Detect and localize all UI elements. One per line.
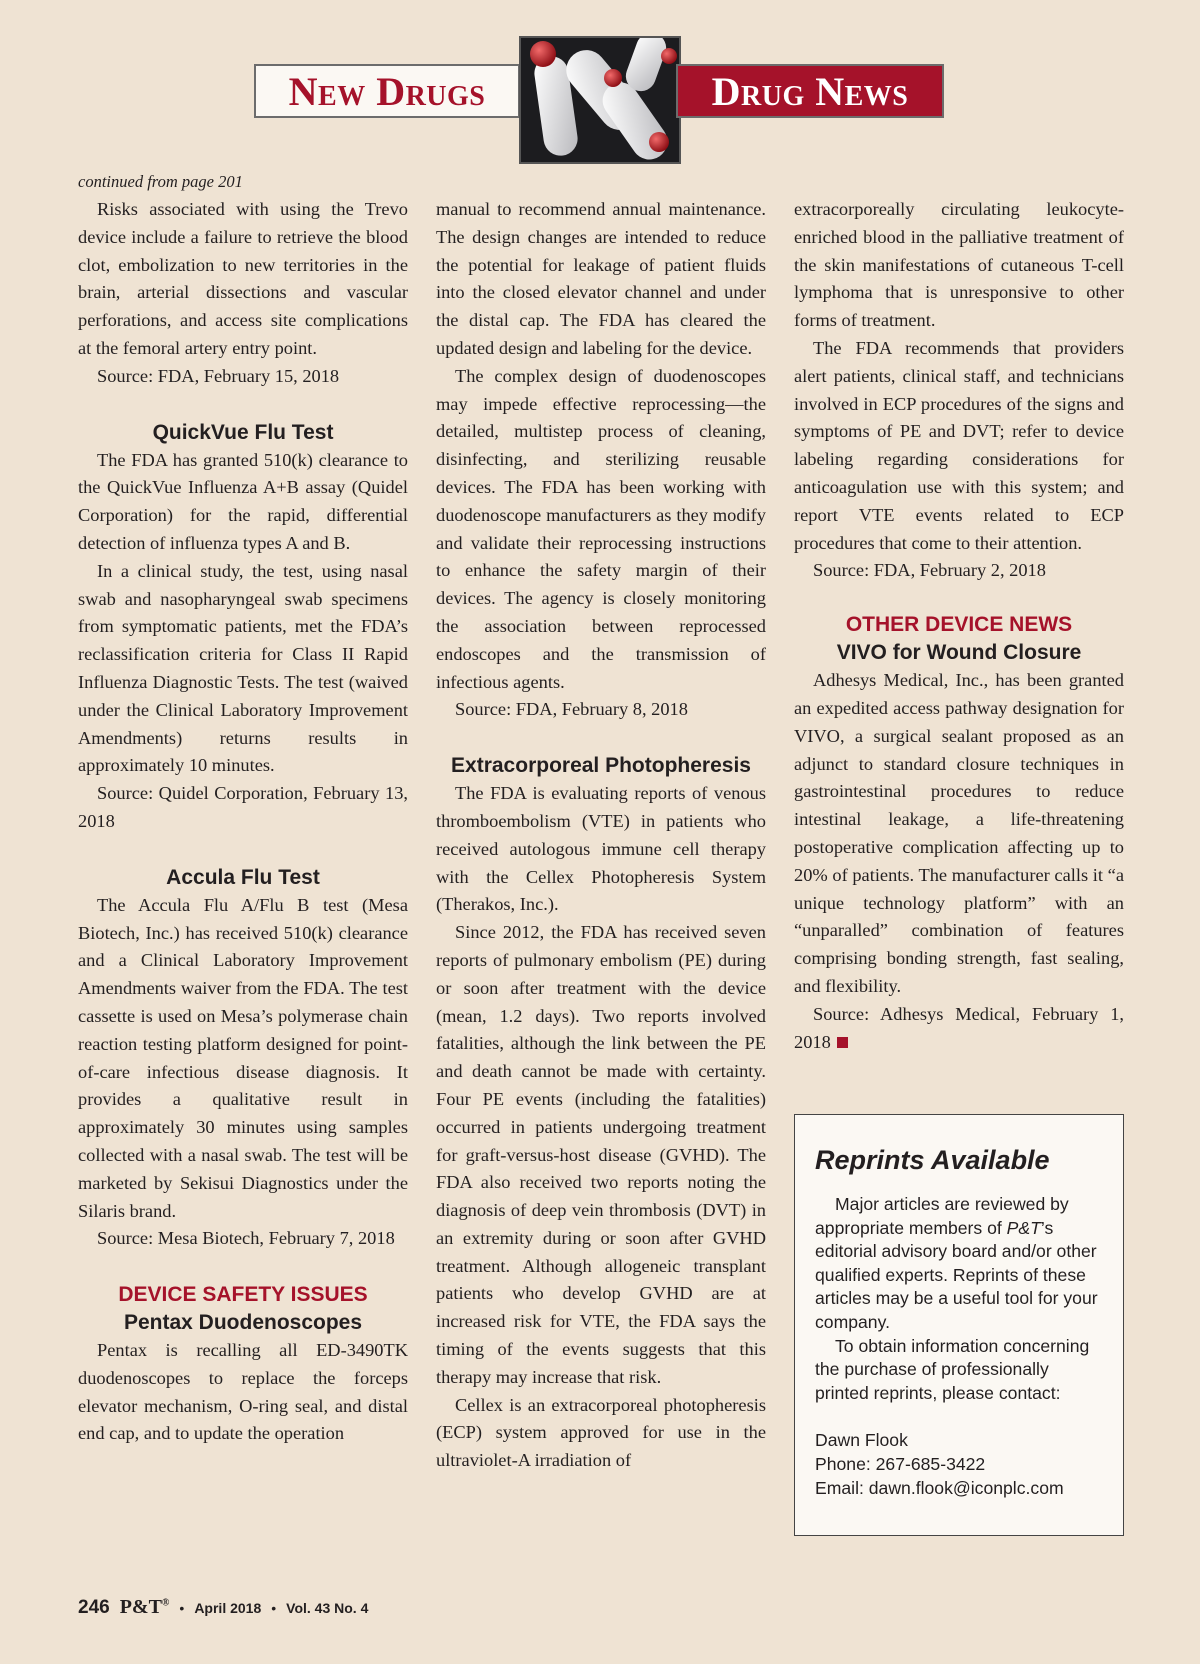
pills-illustration [521, 38, 679, 162]
quickvue-paragraph-1: The FDA has granted 510(k) clearance to the QuickVue Influenza A+B assay (Quidel Corporation) for the rapid, differential detection of influenza types A and B. [78, 449, 408, 553]
vivo-heading: VIVO for Wound Closure [836, 641, 1082, 665]
reprints-paragraph-1 [815, 1193, 1105, 1335]
contact-name: Dawn Flook [815, 1430, 908, 1451]
pentax-source: Source: FDA, February 8, 2018 [455, 699, 688, 720]
contact-email[interactable]: Email: dawn.flook@iconplc.com [815, 1477, 1064, 1498]
ecp-source: Source: FDA, February 2, 2018 [813, 560, 1046, 581]
quickvue-paragraph-2: In a clinical study, the test, using nasal swab and nasopharyngeal swab specimens from symptomatic patients, met the FDA’s reclassification criteria for Class II Rapid Influenza Diagnostic Tests. The test (waived under the Clinical Laboratory Improvement Amendments) returns results in approximately 10 minutes. [78, 560, 408, 776]
accula-paragraph: The Accula Flu A/Flu B test (Mesa Biotech, Inc.) has received 510(k) clearance and a Clinical Laboratory Improvement Amendments waiver from the FDA. The test cassette is used on Mesa’s polymerase chain reaction testing platform designed for point-of-care infectious disease diagnosis. It provides a qualitative result in approximately 30 minutes using samples collected with a nasal swab. The test will be marketed by Sekisui Diagnostics under the Silaris brand. [78, 894, 408, 1221]
column-3 [794, 196, 1124, 1056]
vivo-source: Source: Adhesys Medical, February 1, 2018 [794, 1003, 1124, 1052]
device-safety-heading: DEVICE SAFETY ISSUES [118, 1283, 368, 1307]
column-1 [78, 196, 408, 1448]
reprints-title: Reprints Available [815, 1145, 1050, 1175]
page-footer [78, 1596, 368, 1619]
pills-photo [519, 36, 681, 164]
page-number: 246 [78, 1597, 110, 1618]
trevo-paragraph: Risks associated with using the Trevo device include a failure to retrieve the blood clot, embolization to new territories in the brain, arterial dissections and vascular perforations, and access site complications at the femoral artery entry point. [78, 199, 408, 358]
registered-mark: ® [161, 1597, 170, 1609]
footer-separator-1: • [179, 1600, 185, 1616]
issue-date: April 2018 [194, 1600, 262, 1616]
footer-separator-2: • [271, 1600, 277, 1616]
publication-title: P&T [119, 1596, 162, 1618]
pentax-paragraph-1-cont: manual to recommend annual maintenance. The design changes are intended to reduce the potential for leakage of patient fluids into the closed elevator channel and under the distal cap. The FDA has cleared the updated design and labeling for the device. [436, 199, 766, 358]
ecp-paragraph-2: Since 2012, the FDA has received seven reports of pulmonary embolism (PE) during or soon after treatment with the device (mean, 1.2 days). Two reports involved fatalities, although the link between the PE and death cannot be made with certainty. Four PE events (including the fatalities) occurred in patients undergoing treatment for graft-versus-host disease (GVHD). The FDA also received two reports noting the diagnosis of deep vein thrombosis (DVT) in an extremity during or soon after GVHD treatment. Although allogeneic transplant patients who develop GVHD are at increased risk for VTE, the FDA says the timing of the events suggests that this therapy may increase that risk. [436, 922, 766, 1387]
accula-source: Source: Mesa Biotech, February 7, 2018 [97, 1228, 395, 1249]
issue-volume: Vol. 43 No. 4 [286, 1600, 369, 1616]
reprints-paragraph-2: To obtain information concerning the purchase of professionally printed reprints, please contact: [815, 1335, 1090, 1403]
masthead-title-new-drugs: New Drugs [254, 64, 520, 118]
accula-heading: Accula Flu Test [166, 865, 320, 889]
publication-name [120, 1596, 170, 1619]
pentax-paragraph-1: Pentax is recalling all ED-3490TK duodenoscopes to replace the forceps elevator mechanism, O-ring seal, and distal end cap, and to update the operation [78, 1340, 408, 1444]
continued-from-note: continued from page 201 [78, 172, 243, 191]
contact-phone: Phone: 267-685-3422 [815, 1453, 986, 1474]
column-2 [436, 196, 766, 1475]
pentax-paragraph-2: The complex design of duodenoscopes may impede effective reprocessing—the detailed, multistep process of cleaning, disinfecting, and sterilizing reusable devices. The FDA has been working with duodenoscope manufacturers as they modify and validate their reprocessing instructions to enhance the safety margin of their devices. The agency is closely monitoring the association between reprocessed endoscopes and the transmission of infectious agents. [436, 365, 766, 692]
vivo-paragraph: Adhesys Medical, Inc., has been granted an expedited access pathway designation for VIVO, a surgical sealant proposed as an adjunct to standard closure techniques in gastrointestinal procedures to reduce intestinal leakage, a life-threatening postoperative complication affecting up to 20% of patients. The manufacturer calls it “a unique technology platform” with an “unparalled” combination of features comprising bonding strength, fast sealing, and flexibility. [794, 670, 1124, 996]
vivo-source-line [794, 1001, 1124, 1057]
masthead [0, 36, 1200, 166]
quickvue-heading: QuickVue Flu Test [152, 420, 334, 444]
quickvue-source: Source: Quidel Corporation, February 13, 2018 [78, 783, 408, 831]
pentax-heading: Pentax Duodenoscopes [123, 1311, 363, 1335]
masthead-title-drug-news: Drug News [676, 64, 944, 118]
trevo-source: Source: FDA, February 15, 2018 [97, 365, 340, 386]
reprints-p1-text-end: ’s editorial advisory board and/or other qualified experts. Reprints of these articles may be a useful tool for your company. [815, 1217, 1098, 1332]
reprints-p1-journal: P&T [1006, 1217, 1041, 1238]
ecp-paragraph-3-cont: extracorporeally circulating leukocyte-enriched blood in the palliative treatment of the skin manifestations of cutaneous T-cell lymphoma that is unresponsive to other forms of treatment. [794, 199, 1124, 331]
reprints-box [794, 1114, 1124, 1536]
end-of-article-icon [837, 1037, 848, 1048]
ecp-paragraph-1: The FDA is evaluating reports of venous thromboembolism (VTE) in patients who received autologous immune cell therapy with the Cellex Photopheresis System (Therakos, Inc.). [436, 783, 766, 915]
ecp-heading: Extracorporeal Photopheresis [451, 754, 751, 778]
ecp-paragraph-4: The FDA recommends that providers alert patients, clinical staff, and technicians involved in ECP procedures of the signs and symptoms of PE and DVT; refer to device labeling regarding considerations for anticoagulation use with this system; and report VTE events related to ECP procedures that come to their attention. [794, 337, 1124, 553]
reprints-p1-text: Major articles are reviewed by appropriate members of [815, 1194, 1069, 1238]
ecp-paragraph-3: Cellex is an extracorporeal photopheresis (ECP) system approved for use in the ultraviolet-A irradiation of [436, 1394, 766, 1471]
other-device-news-heading: OTHER DEVICE NEWS [845, 613, 1073, 637]
